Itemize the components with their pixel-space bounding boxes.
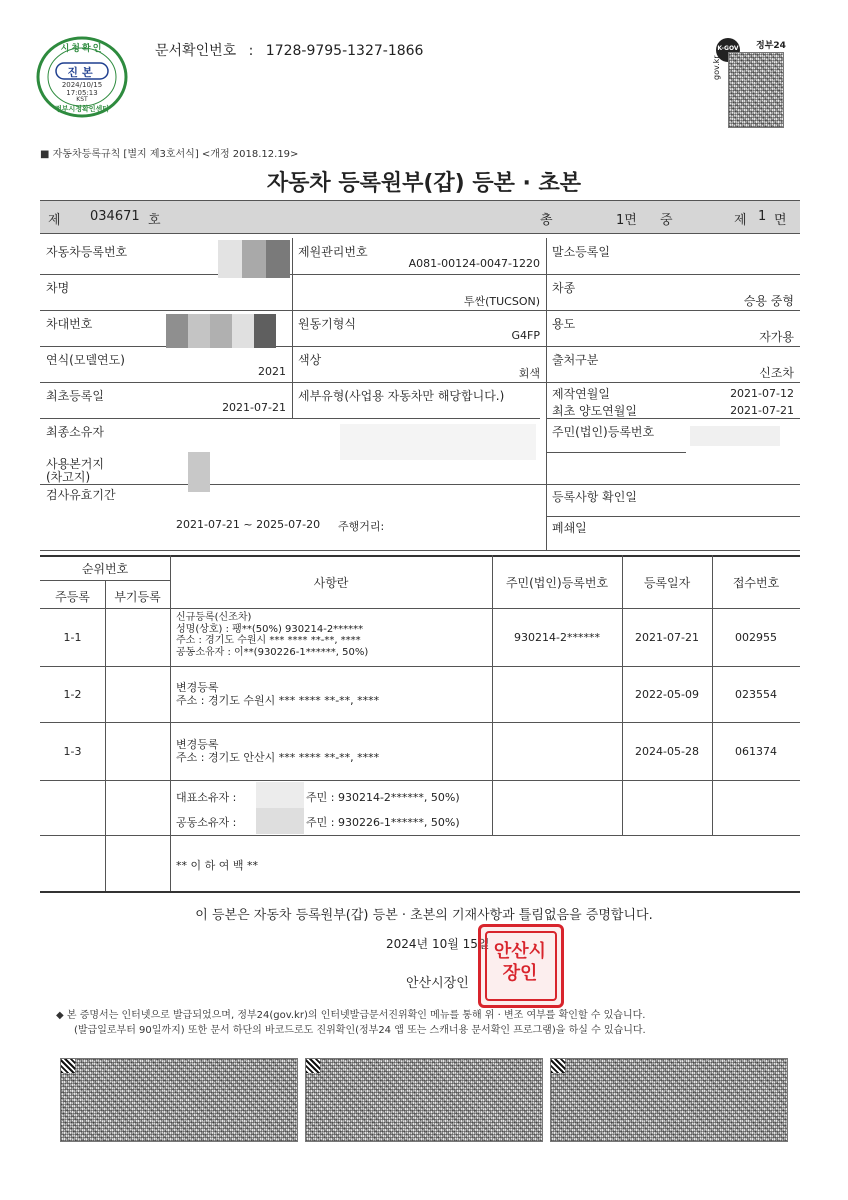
form-reference: ■ 자동차등록규칙 [별지 제3호서식] <개정 2018.12.19> [40, 149, 299, 160]
base-location-sub: (차고지) [46, 470, 91, 484]
mgmt-no-label: 제원관리번호 [298, 245, 368, 259]
table-line [105, 580, 106, 891]
redacted-vin [188, 314, 210, 348]
grid-line [40, 382, 800, 383]
stamp-time: 17:05:13 [66, 89, 98, 97]
engine-label: 원동기형식 [298, 317, 356, 331]
redacted-vin [166, 314, 188, 348]
grid-line [546, 238, 547, 550]
row-rank: 1-2 [63, 688, 82, 701]
row-matter-line: 신규등록(신조차) [176, 612, 252, 623]
row-receipt-no: 061374 [735, 745, 777, 758]
header-receipt-no: 접수번호 [732, 576, 780, 590]
stamp-top-text: 시청확인 [60, 44, 104, 54]
seal-text: 안산시장인 [493, 941, 547, 984]
resident-no-label: 주민(법인)등록번호 [552, 425, 655, 439]
gov24-brand: 정부24 [756, 41, 786, 51]
table-line [40, 891, 800, 893]
page-title: 자동차 등록원부(갑) 등본 · 초본 [266, 171, 582, 196]
stamp-date: 2024/10/15 [61, 81, 103, 89]
final-owner-label: 최종소유자 [46, 425, 104, 439]
car-type-value: 승용 중형 [743, 294, 794, 308]
doc-page-label: 제 [734, 213, 747, 228]
model-year-label: 연식(모델연도) [46, 353, 125, 367]
grid-line [40, 274, 800, 275]
car-type-label: 차종 [552, 281, 576, 295]
header-rank: 순위번호 [81, 562, 129, 576]
closure-date-label: 폐쇄일 [552, 521, 587, 535]
grid-line [40, 346, 800, 347]
inspection-label: 검사유효기간 [46, 488, 116, 502]
doc-ho: 호 [148, 213, 161, 228]
security-barcode [305, 1058, 543, 1142]
security-barcode [60, 1058, 298, 1142]
notice-line-2: (발급일로부터 90일까지) 또한 문서 하단의 바코드로도 진위확인(정부24 앱 또는 스캐너용 문서확인 프로그램)을 하실 수 있습니다. [74, 1025, 646, 1036]
table-line [40, 722, 800, 723]
security-barcode [550, 1058, 788, 1142]
row-matter-line: 주소 : 경기도 안산시 *** **** **-**, **** [176, 751, 380, 764]
row-reg-date: 2024-05-28 [635, 745, 699, 758]
stamp-center-text: 진본 [67, 66, 97, 79]
mfg-date-value: 2021-07-12 [730, 387, 794, 400]
doc-je: 제 [48, 213, 61, 228]
doc-jung: 중 [660, 213, 673, 228]
color-label: 색상 [298, 353, 322, 367]
doc-myeon: 면 [774, 213, 787, 228]
grid-line [292, 238, 293, 418]
detail-type-label: 세부유형(사업용 자동차만 해당합니다.) [298, 389, 505, 403]
mgmt-no-value: A081-00124-0047-1220 [408, 257, 540, 270]
row-matter [176, 681, 379, 707]
row-receipt-no: 023554 [735, 688, 777, 701]
usage-label: 용도 [552, 317, 576, 331]
rep-owner-info: 주민 : 930214-2******, 50%) [306, 791, 460, 804]
origin-value: 신조차 [759, 366, 794, 380]
verification-number-line [155, 40, 423, 60]
gov24-domain: gov.kr [712, 55, 721, 80]
verification-number: 1728-9795-1327-1866 [265, 43, 424, 59]
table-line [170, 555, 171, 891]
grid-line [40, 310, 800, 311]
cancel-date-label: 말소등록일 [552, 245, 610, 259]
model-year-value: 2021 [258, 365, 286, 378]
inspection-period: 2021-07-21 ~ 2025-07-20 [176, 518, 321, 531]
origin-label: 출처구분 [552, 353, 599, 367]
redacted-resident [690, 426, 780, 446]
notice-line-1: ◆ 본 증명서는 인터넷으로 발급되었으며, 정부24(gov.kr)의 인터넷발급문서진위확인 메뉴를 통해 위 · 변조 여부를 확인할 수 있습니다. [56, 1010, 646, 1021]
row-receipt-no: 002955 [735, 631, 777, 644]
verification-separator: : [248, 43, 254, 59]
first-reg-value: 2021-07-21 [222, 401, 286, 414]
redacted-vin [232, 314, 254, 348]
first-reg-label: 최초등록일 [46, 389, 104, 403]
header-reg-date: 등록일자 [643, 576, 691, 590]
color-value: 회색 [518, 367, 540, 380]
redacted-reg-no [266, 240, 290, 278]
grid-line [40, 550, 800, 551]
reg-check-date-label: 등록사항 확인일 [552, 490, 637, 504]
row-matter-line: 주소 : 경기도 수원시 *** **** **-**, **** [176, 694, 380, 707]
issue-date: 2024년 10월 15일 [386, 937, 490, 951]
row-matter [176, 612, 368, 658]
table-line [40, 608, 800, 609]
redacted-owner [340, 424, 536, 460]
gov24-qr-code [728, 52, 784, 128]
rep-owner-label: 대표소유자 : [176, 791, 237, 804]
co-owner-info: 주민 : 930226-1******, 50%) [306, 816, 460, 829]
official-seal [478, 924, 564, 1008]
grid-line [546, 452, 686, 453]
engine-value: G4FP [511, 329, 540, 342]
redacted-co-owner [256, 808, 304, 834]
row-rank: 1-1 [63, 631, 82, 644]
grid-line [40, 484, 800, 485]
vin-label: 차대번호 [46, 317, 93, 331]
table-line [492, 555, 493, 835]
table-line [40, 555, 800, 557]
doc-total: 총 [540, 213, 553, 228]
row-matter-line: 변경등록 [176, 681, 219, 694]
redacted-reg-no [218, 240, 242, 278]
header-resident-no: 주민(법인)등록번호 [505, 576, 609, 590]
stamp-bottom-text: 정부시청확인센터 [54, 105, 110, 113]
verification-label: 문서확인번호 [155, 43, 237, 59]
certification-text: 이 등본은 자동차 등록원부(갑) 등본 · 초본의 기재사항과 틀림없음을 증명합니다. [195, 908, 653, 923]
first-transfer-value: 2021-07-21 [730, 404, 794, 417]
doc-pages: 1면 [616, 213, 637, 228]
doc-number: 034671 [90, 209, 140, 224]
header-matter: 사항란 [313, 576, 349, 590]
verification-stamp [36, 36, 128, 118]
base-location-label: 사용본거지 [46, 457, 104, 471]
redacted-rep-owner [256, 782, 304, 808]
table-line [40, 835, 800, 836]
issuer-name: 안산시장인 [406, 976, 469, 991]
end-mark: ** 이 하 여 백 ** [176, 859, 258, 872]
row-matter-line: 공동소유자 : 이**(930226-1******, 50%) [176, 646, 369, 658]
table-line [40, 780, 800, 781]
table-line [40, 666, 800, 667]
row-reg-date: 2021-07-21 [635, 631, 699, 644]
row-matter-line: 주소 : 경기도 수원시 *** **** **-**, **** [176, 635, 361, 646]
grid-line [40, 418, 540, 419]
header-main-reg: 주등록 [55, 590, 90, 604]
stamp-tz: KST [76, 96, 88, 103]
row-matter-line: 변경등록 [176, 738, 219, 751]
usage-value: 자가용 [759, 330, 794, 344]
row-matter-line: 성명(상호) : 팽**(50%) 930214-2****** [176, 623, 364, 635]
redacted-reg-no [242, 240, 266, 278]
row-rank: 1-3 [63, 745, 82, 758]
first-transfer-label: 최초 양도연월일 [552, 404, 637, 418]
redacted-vin [254, 314, 276, 348]
car-name-label: 차명 [46, 281, 70, 295]
redacted-address [188, 452, 210, 492]
doc-page: 1 [758, 209, 767, 224]
mileage-label: 주행거리: [338, 520, 385, 533]
header-sub-reg: 부기등록 [114, 590, 161, 604]
grid-line [546, 516, 800, 517]
reg-no-label: 자동차등록번호 [46, 245, 128, 259]
kgov-text: K-GOV [717, 45, 739, 52]
mfg-date-label: 제작연월일 [552, 387, 610, 401]
row-matter [176, 738, 379, 764]
row-reg-date: 2022-05-09 [635, 688, 699, 701]
co-owner-label: 공동소유자 : [176, 816, 237, 829]
car-name-value: 투싼(TUCSON) [463, 295, 540, 308]
redacted-vin [210, 314, 232, 348]
row-resident-no: 930214-2****** [514, 631, 600, 644]
